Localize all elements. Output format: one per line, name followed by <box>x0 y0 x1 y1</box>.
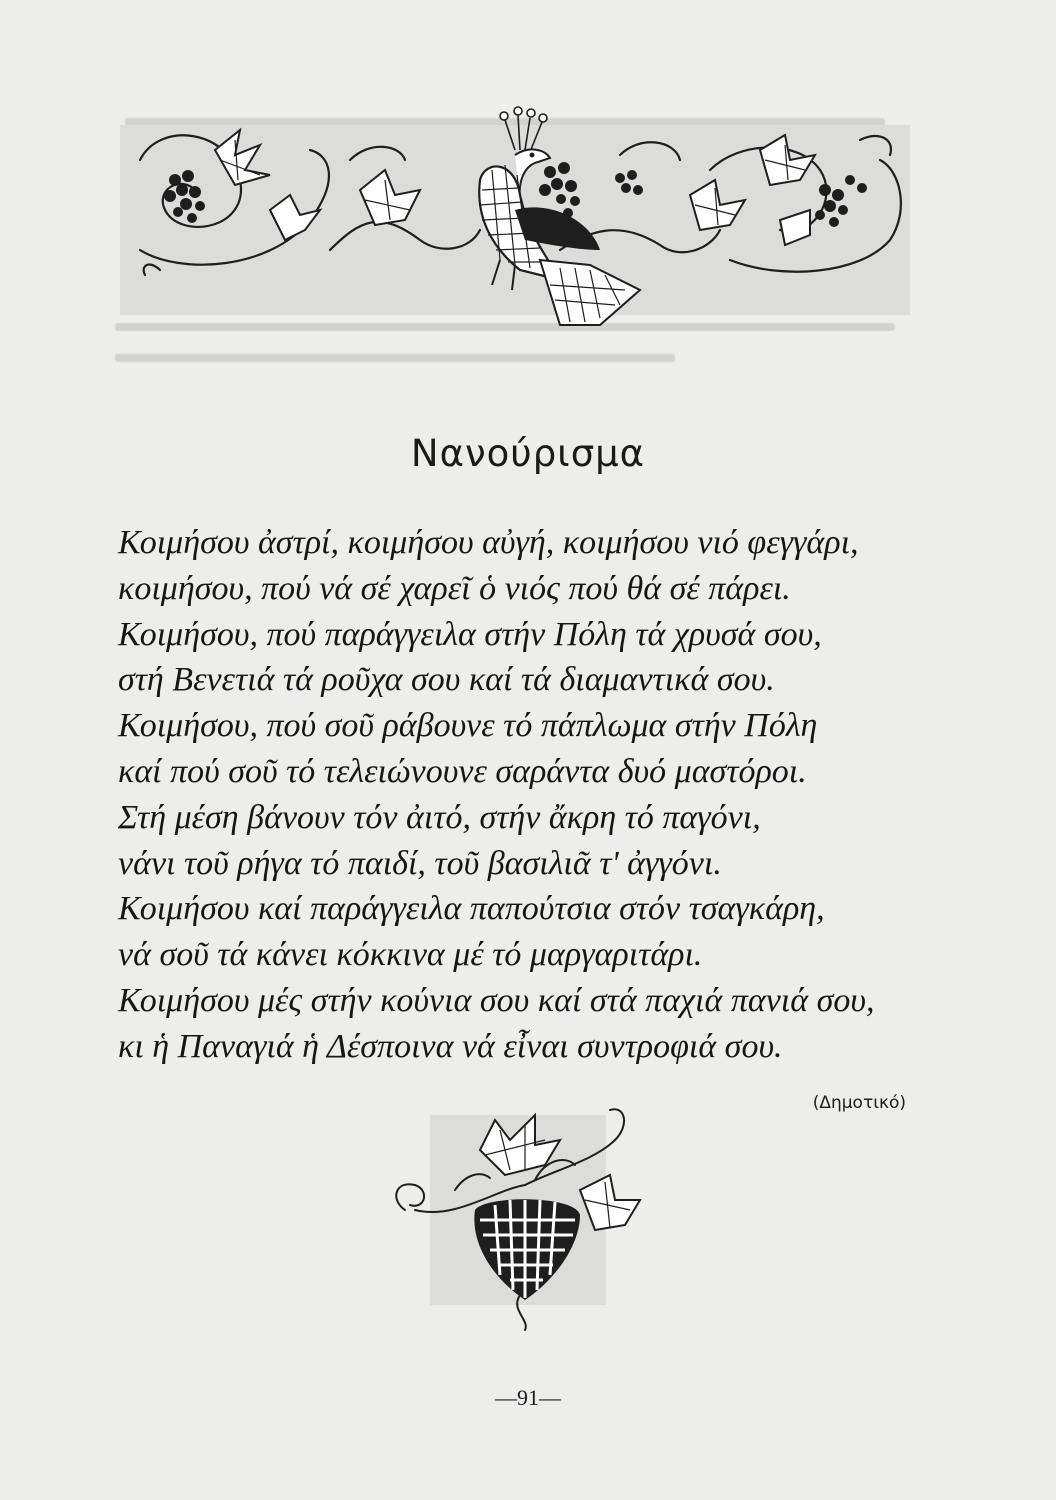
poem-line: Κοιμήσου καί παράγγειλα παπούτσια στόν τσαγκάρη, <box>118 890 825 928</box>
poem-line: Κοιμήσου, πού σοῦ ράβουνε τό πάπλωμα στήν Πόλη <box>118 707 818 745</box>
header-ornament <box>120 125 910 315</box>
grape-cluster-icon <box>385 1070 655 1340</box>
poem-line: κι ἡ Παναγιά ἡ Δέσποινα νά εἶναι συντροφιά σου. <box>118 1027 783 1065</box>
poem-line: στή Βενετιά τά ροῦχα σου καί τά διαμαντικά σου. <box>118 661 775 699</box>
poem-line: καί πού σοῦ τό τελειώνουνε σαράντα δυό μαστόροι. <box>118 752 807 790</box>
poem-line: νά σοῦ τά κάνει κόκκινα μέ τό μαργαριτάρι. <box>118 936 703 974</box>
page-title: Νανούρισμα <box>410 432 646 475</box>
attribution: (Δημοτικό) <box>812 1093 906 1113</box>
poem-line: κοιμήσου, πού νά σέ χαρεῖ ὁ νιός πού θά σέ πάρει. <box>118 569 791 607</box>
poem-line: Κοιμήσου ἀστρί, κοιμήσου αὐγή, κοιμήσου νιό φεγγάρι, <box>118 524 859 561</box>
poem <box>118 520 918 1070</box>
poem-line: νάνι τοῦ ρήγα τό παιδί, τοῦ βασιλιᾶ τ' ἀγγόνι. <box>118 844 722 882</box>
poem-line: Κοιμήσου, πού παράγγειλα στήν Πόλη τά χρυσά σου, <box>118 615 822 653</box>
peacock-grapevine-icon <box>120 100 910 325</box>
page-number: —91— <box>495 1385 561 1410</box>
footer-ornament <box>430 1115 606 1305</box>
poem-line: Στή μέση βάνουν τόν ἀιτό, στήν ἄκρη τό παγόνι, <box>118 798 761 836</box>
poem-line: Κοιμήσου μές στήν κούνια σου καί στά παχιά πανιά σου, <box>118 981 875 1019</box>
